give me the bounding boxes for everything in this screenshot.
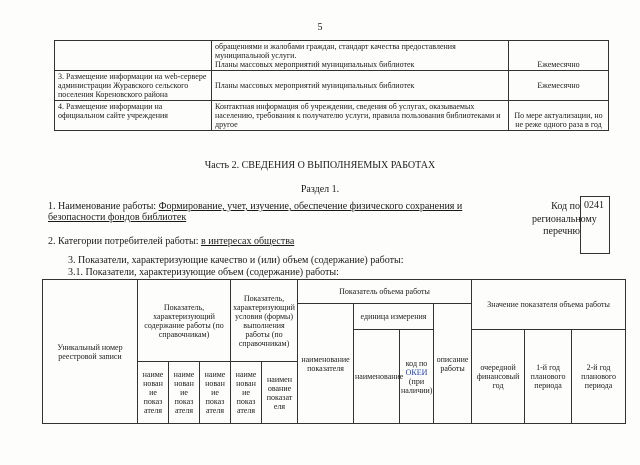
- sub-indicator-name: наиме нован ие показ ателя: [231, 362, 262, 424]
- item-3: 3. Показатели, характеризующие качество и (или) объем (содержание) работы:: [68, 255, 404, 266]
- header-indicator-name: наименование показателя: [298, 304, 354, 424]
- table-cell: Контактная информация об учреждении, сведения об услугах, оказываемых населению, требования к получателю услуги, правила пользования библиотеками и другое: [212, 101, 509, 131]
- header-unit: единица измерения: [354, 304, 434, 330]
- sub-indicator-name: наимен ование показат еля: [262, 362, 298, 424]
- kod-label: Код по региональному перечню: [532, 201, 597, 237]
- table-row: [55, 101, 609, 131]
- table-cell: Ежемесячно: [509, 71, 609, 101]
- okei-prefix: код по: [405, 358, 428, 368]
- okei-label: ОКЕИ: [405, 367, 428, 377]
- consumers: [48, 236, 294, 247]
- header-unique-number: Уникальный номер реестровой записи: [43, 280, 138, 424]
- header-volume: Показатель объема работы: [298, 280, 472, 304]
- table-cell: По мере актуализации, но не реже одного раза в год: [509, 101, 609, 131]
- volume-table: [42, 279, 626, 424]
- header-conditions: Показатель, характеризующий условия (формы) выполнения работы (по справочникам): [231, 280, 298, 362]
- part-title: Часть 2. СВЕДЕНИЯ О ВЫПОЛНЯЕМЫХ РАБОТАХ: [204, 160, 436, 171]
- table-cell: [55, 41, 212, 71]
- table-cell: Ежемесячно: [509, 41, 609, 71]
- kod-box: 0241: [580, 196, 610, 254]
- work-name-value: Формирование, учет, изучение, обеспечение физического сохранения и безопасности фондов библиотек: [48, 201, 463, 223]
- table-cell: 4. Размещение информации на официальном сайте учреждения: [55, 101, 212, 131]
- header-values: Значение показателя объема работы: [472, 280, 626, 330]
- header-description: описание работы: [434, 304, 472, 424]
- sub-indicator-name: наиме нован ие показ ателя: [169, 362, 200, 424]
- work-name-label: 1. Наименование работы:: [48, 201, 159, 212]
- consumers-value: в интересах общества: [201, 236, 295, 247]
- info-table: [54, 40, 609, 131]
- okei-suffix: (при наличии): [401, 376, 433, 395]
- table-cell: 3. Размещение информации на web-сервере администрации Журавского сельского поселения Кореновского района: [55, 71, 212, 101]
- work-name: [48, 201, 498, 223]
- sub-indicator-name: наиме нован ие показ ателя: [138, 362, 169, 424]
- table-row: [55, 71, 609, 101]
- page-number: 5: [317, 22, 323, 33]
- header-content: Показатель, характеризующий содержание работы (по справочникам): [138, 280, 231, 362]
- consumers-label: 2. Категории потребителей работы:: [48, 236, 202, 247]
- header-unit-name: наименование: [354, 330, 400, 424]
- header-year-3: 2-й год планового периода: [572, 330, 626, 424]
- table-cell: обращениями и жалобами граждан, стандарт качества предоставления муниципальной услуги. Планы массовых мероприятий муниципальных библиотек: [212, 41, 509, 71]
- header-okei: [400, 330, 434, 424]
- table-row: [55, 41, 609, 71]
- item-3-1: 3.1. Показатели, характеризующие объем (содержание) работы:: [68, 267, 339, 278]
- table-cell: Планы массовых мероприятий муниципальных библиотек: [212, 71, 509, 101]
- header-year-1: очередной финансовый год: [472, 330, 525, 424]
- section-title: Раздел 1.: [300, 184, 340, 195]
- sub-indicator-name: наиме нован ие показ ателя: [200, 362, 231, 424]
- header-year-2: 1-й год планового периода: [525, 330, 572, 424]
